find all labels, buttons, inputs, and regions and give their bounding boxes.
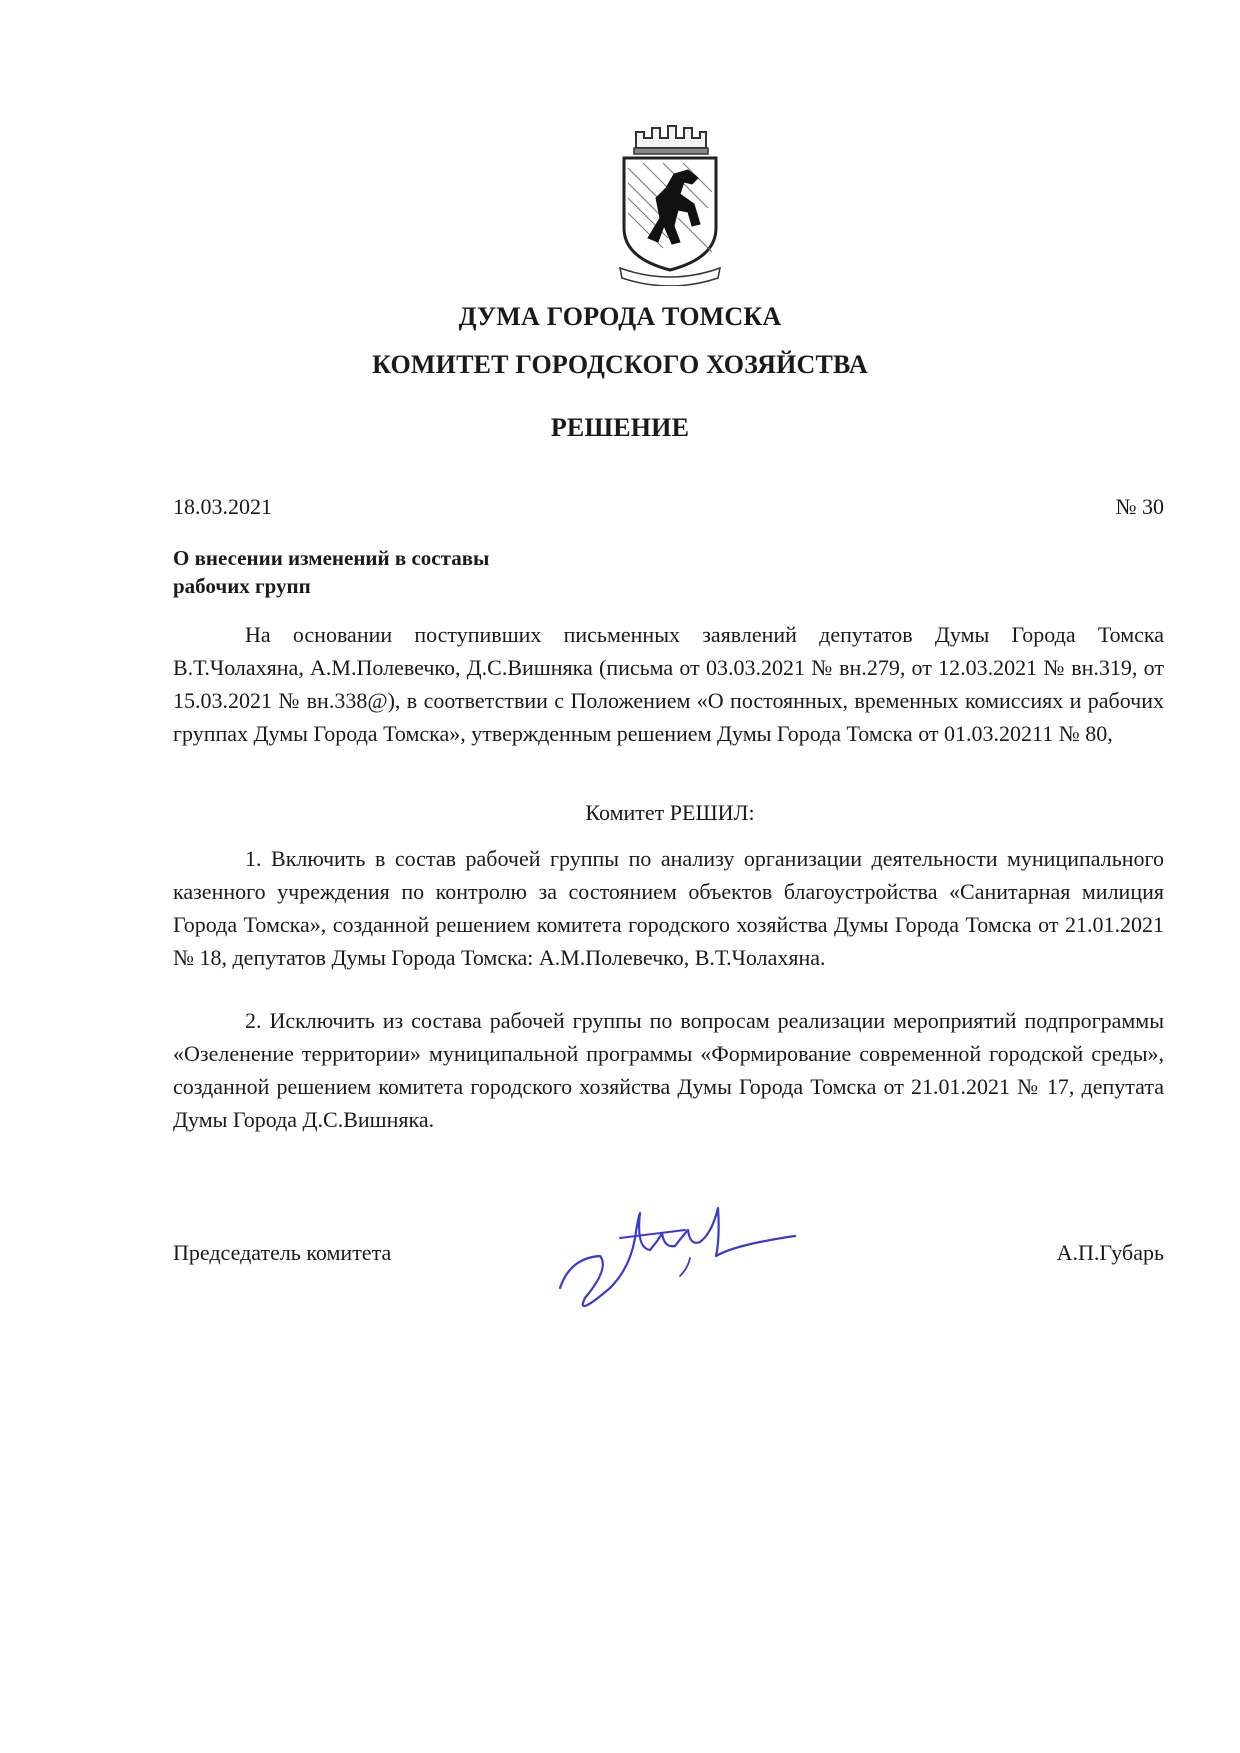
committee-title: КОМИТЕТ ГОРОДСКОГО ХОЗЯЙСТВА xyxy=(372,350,868,379)
resolution-item-1: 1. Включить в состав рабочей группы по анализу организации деятельности муниципального казенного учреждения по контролю за состоянием объектов благоустройства «Санитарная милиция Города Томска», созданной решением комитета городского хозяйства Думы Города Томска от 21.01.2021 № 18, депутатов Думы Города Томска: А.М.Полевечко, В.Т.Чолахяна. xyxy=(173,846,1164,970)
subject-line-1: О внесении изменений в составы xyxy=(173,546,490,570)
resolved-heading: Комитет РЕШИЛ: xyxy=(585,800,755,825)
subject-line-2: рабочих групп xyxy=(173,574,311,598)
signatory-title: Председатель комитета xyxy=(173,1240,392,1265)
document-number: № 30 xyxy=(1115,494,1164,519)
document-type-title: РЕШЕНИЕ xyxy=(550,413,690,442)
tomsk-coat-of-arms-icon xyxy=(608,118,732,286)
resolution-item-2: 2. Исключить из состава рабочей группы по вопросам реализации мероприятий подпрограммы «Озеленение территории» муниципальной программы «Формирование современной городской среды», созданной решением комитета городского хозяйства Думы Города Томска от 21.01.2021 № 17, депутата Думы Города Д.С.Вишняка. xyxy=(173,1008,1164,1132)
document-subject xyxy=(173,544,489,600)
preamble-paragraph: На основании поступивших письменных заявлений депутатов Думы Города Томска В.Т.Чолахяна, А.М.Полевечко, Д.С.Вишняка (письма от 03.03.2021 № вн.279, от 12.03.2021 № вн.319, от 15.03.2021 № вн.338@), в соответствии с Положением «О постоянных, временных комиссиях и рабочих группах Думы Города Томска», утвержденным решением Думы Города Томска от 01.03.20211 № 80, xyxy=(173,622,1164,746)
signatory-name: А.П.Губарь xyxy=(1056,1240,1164,1265)
organization-title: ДУМА ГОРОДА ТОМСКА xyxy=(458,302,782,331)
handwritten-signature-icon xyxy=(540,1178,810,1328)
document-date: 18.03.2021 xyxy=(173,494,272,519)
